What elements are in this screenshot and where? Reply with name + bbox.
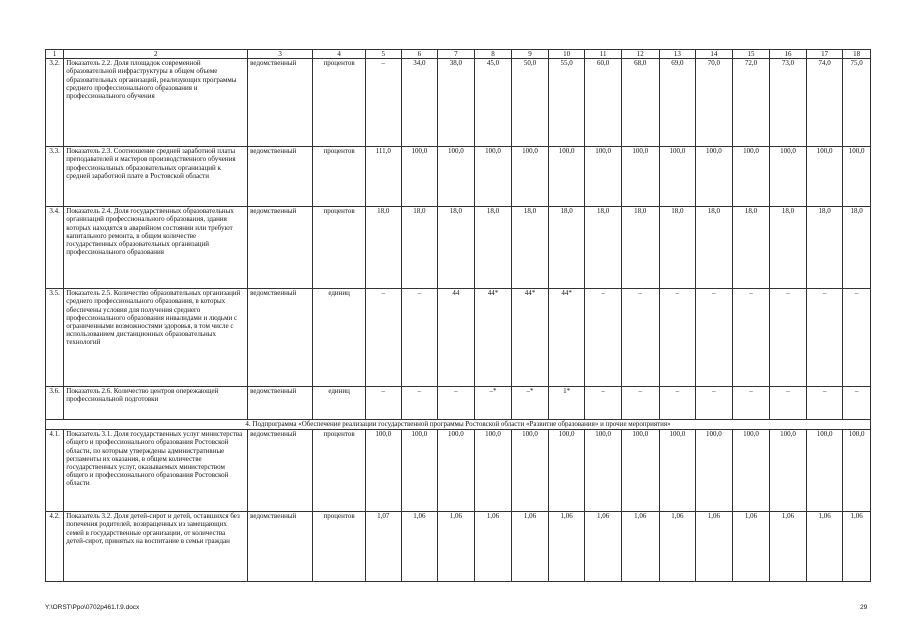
indicator-value: 18,0 bbox=[732, 207, 770, 289]
indicator-value: 18,0 bbox=[366, 207, 402, 289]
indicator-value: – bbox=[659, 289, 696, 387]
indicator-value: – bbox=[843, 289, 871, 387]
footer-page-number: 29 bbox=[860, 604, 868, 611]
indicator-value: 18,0 bbox=[843, 207, 871, 289]
indicator-value: 44* bbox=[548, 289, 585, 387]
indicator-unit: процентов bbox=[313, 512, 366, 582]
column-number-cell: 16 bbox=[770, 50, 807, 59]
indicator-value: 34,0 bbox=[401, 59, 438, 147]
column-number-cell: 14 bbox=[696, 50, 733, 59]
indicator-value: – bbox=[585, 387, 622, 420]
indicator-unit: процентов bbox=[313, 147, 366, 207]
column-number-cell: 3 bbox=[248, 50, 313, 59]
indicator-value: 1,06 bbox=[732, 512, 770, 582]
indicator-value: 100,0 bbox=[512, 430, 549, 512]
indicator-value: 100,0 bbox=[806, 147, 843, 207]
indicator-value: 44* bbox=[474, 289, 512, 387]
indicator-value: 100,0 bbox=[770, 147, 807, 207]
indicator-value: 100,0 bbox=[548, 147, 585, 207]
indicator-value: – bbox=[696, 387, 733, 420]
indicator-name: Показатель 2.2. Доля площадок современной образовательной инфраструктуры в общем объеме образовательных организаций, реализующих программы среднего профессионального образования и профессионального обучения bbox=[64, 59, 248, 147]
indicator-value: 111,0 bbox=[366, 147, 402, 207]
column-number-row bbox=[46, 50, 871, 59]
column-number-cell: 4 bbox=[313, 50, 366, 59]
indicator-value: –* bbox=[512, 387, 549, 420]
indicator-value: – bbox=[366, 289, 402, 387]
indicator-row bbox=[46, 387, 871, 420]
indicator-value: 44 bbox=[438, 289, 475, 387]
indicator-type: ведомственный bbox=[248, 289, 313, 387]
indicator-value: 18,0 bbox=[621, 207, 659, 289]
indicator-row bbox=[46, 289, 871, 387]
indicator-value: 100,0 bbox=[732, 147, 770, 207]
indicator-value: 70,0 bbox=[696, 59, 733, 147]
indicator-value: 100,0 bbox=[843, 147, 871, 207]
indicator-value: 100,0 bbox=[659, 430, 696, 512]
indicator-value: 18,0 bbox=[585, 207, 622, 289]
indicator-value: 1* bbox=[548, 387, 585, 420]
footer-file-path: Y:\ORST\Ppo\0702p461.f.9.docx bbox=[45, 604, 140, 611]
indicator-value: – bbox=[843, 387, 871, 420]
indicator-value: 100,0 bbox=[585, 430, 622, 512]
indicator-value: – bbox=[696, 289, 733, 387]
indicator-value: 1,06 bbox=[843, 512, 871, 582]
indicator-row bbox=[46, 512, 871, 582]
indicator-value: 1,06 bbox=[512, 512, 549, 582]
indicator-value: – bbox=[806, 387, 843, 420]
indicator-value: – bbox=[621, 289, 659, 387]
indicator-value: 100,0 bbox=[474, 430, 512, 512]
column-number-cell: 12 bbox=[621, 50, 659, 59]
indicator-value: 100,0 bbox=[438, 147, 475, 207]
indicator-value: – bbox=[621, 387, 659, 420]
indicator-unit: процентов bbox=[313, 430, 366, 512]
row-number: 4.2. bbox=[46, 512, 64, 582]
indicator-type: ведомственный bbox=[248, 147, 313, 207]
indicator-value: 18,0 bbox=[696, 207, 733, 289]
indicator-value: 100,0 bbox=[621, 430, 659, 512]
indicator-value: 1,06 bbox=[401, 512, 438, 582]
indicator-value: 45,0 bbox=[474, 59, 512, 147]
indicator-name: Показатель 2.4. Доля государственных образовательных организаций профессионального образования, здания которых находятся в аварийном состоянии или требуют капитального ремонта, в общем количестве государственных образовательных организаций профессионального образования bbox=[64, 207, 248, 289]
indicator-unit: единиц bbox=[313, 387, 366, 420]
indicator-value: – bbox=[585, 289, 622, 387]
indicator-value: – bbox=[732, 387, 770, 420]
indicator-value: – bbox=[401, 387, 438, 420]
indicator-value: 18,0 bbox=[770, 207, 807, 289]
indicator-value: 100,0 bbox=[474, 147, 512, 207]
indicator-value: 50,0 bbox=[512, 59, 549, 147]
indicator-unit: процентов bbox=[313, 207, 366, 289]
column-number-cell: 17 bbox=[806, 50, 843, 59]
column-number-cell: 13 bbox=[659, 50, 696, 59]
indicator-value: 100,0 bbox=[696, 430, 733, 512]
indicator-value: – bbox=[401, 289, 438, 387]
indicator-value: 100,0 bbox=[659, 147, 696, 207]
indicator-value: 1,06 bbox=[770, 512, 807, 582]
indicator-row bbox=[46, 430, 871, 512]
row-number: 3.2. bbox=[46, 59, 64, 147]
column-number-cell: 7 bbox=[438, 50, 475, 59]
indicator-value: – bbox=[806, 289, 843, 387]
indicator-unit: процентов bbox=[313, 59, 366, 147]
indicator-value: 75,0 bbox=[843, 59, 871, 147]
column-number-cell: 6 bbox=[401, 50, 438, 59]
indicator-value: – bbox=[366, 59, 402, 147]
indicator-type: ведомственный bbox=[248, 512, 313, 582]
column-number-cell: 5 bbox=[366, 50, 402, 59]
indicator-value: 100,0 bbox=[438, 430, 475, 512]
indicator-value: 100,0 bbox=[696, 147, 733, 207]
indicator-value: 74,0 bbox=[806, 59, 843, 147]
section-title: 4. Подпрограмма «Обеспечение реализации государственной программы Ростовской области «Развитие образования» и прочие мероприятия» bbox=[46, 420, 871, 430]
row-number: 3.3. bbox=[46, 147, 64, 207]
indicator-value: – bbox=[438, 387, 475, 420]
indicator-value: 38,0 bbox=[438, 59, 475, 147]
indicator-value: 68,0 bbox=[621, 59, 659, 147]
section-row bbox=[46, 420, 871, 430]
indicator-type: ведомственный bbox=[248, 207, 313, 289]
indicator-value: – bbox=[659, 387, 696, 420]
indicator-row bbox=[46, 147, 871, 207]
indicator-value: 100,0 bbox=[401, 147, 438, 207]
indicator-value: 1,06 bbox=[438, 512, 475, 582]
indicator-value: 18,0 bbox=[438, 207, 475, 289]
indicator-value: 100,0 bbox=[770, 430, 807, 512]
indicator-value: 18,0 bbox=[474, 207, 512, 289]
indicator-name: Показатель 2.5. Количество образовательных организаций среднего профессионального образования, в которых обеспечены условия для получения среднего профессионального образования инвалидами и людьми с ограниченными возможностями здоровья, в том числе с использованием дистанционных образовательных технологий bbox=[64, 289, 248, 387]
indicator-unit: единиц bbox=[313, 289, 366, 387]
indicator-value: 1,06 bbox=[585, 512, 622, 582]
column-number-cell: 15 bbox=[732, 50, 770, 59]
indicator-type: ведомственный bbox=[248, 430, 313, 512]
indicator-value: 18,0 bbox=[806, 207, 843, 289]
indicator-value: – bbox=[732, 289, 770, 387]
document-page bbox=[45, 49, 871, 582]
column-number-cell: 10 bbox=[548, 50, 585, 59]
column-number-cell: 1 bbox=[46, 50, 64, 59]
column-number-cell: 11 bbox=[585, 50, 622, 59]
row-number: 3.5. bbox=[46, 289, 64, 387]
column-number-cell: 9 bbox=[512, 50, 549, 59]
indicator-value: 1,06 bbox=[696, 512, 733, 582]
indicator-value: 1,06 bbox=[621, 512, 659, 582]
indicator-name: Показатель 3.2. Доля детей-сирот и детей, оставшихся без попечения родителей, возвращенных из замещающих семей в государственные организации, от количества детей-сирот, принятых на воспитание в семьи граждан bbox=[64, 512, 248, 582]
indicator-value: 1,06 bbox=[548, 512, 585, 582]
indicator-value: 100,0 bbox=[548, 430, 585, 512]
indicator-value: –* bbox=[474, 387, 512, 420]
column-number-cell: 2 bbox=[64, 50, 248, 59]
indicator-value: – bbox=[366, 387, 402, 420]
indicator-value: 18,0 bbox=[401, 207, 438, 289]
indicator-value: 1,07 bbox=[366, 512, 402, 582]
row-number: 3.6. bbox=[46, 387, 64, 420]
indicator-type: ведомственный bbox=[248, 59, 313, 147]
indicator-row bbox=[46, 59, 871, 147]
indicator-row bbox=[46, 207, 871, 289]
indicator-value: 55,0 bbox=[548, 59, 585, 147]
indicator-value: – bbox=[770, 387, 807, 420]
indicator-value: 1,06 bbox=[474, 512, 512, 582]
indicators-table bbox=[45, 49, 871, 582]
indicator-value: 18,0 bbox=[512, 207, 549, 289]
row-number: 3.4. bbox=[46, 207, 64, 289]
indicator-value: 1,06 bbox=[659, 512, 696, 582]
indicator-value: 18,0 bbox=[548, 207, 585, 289]
indicator-value: 100,0 bbox=[401, 430, 438, 512]
indicator-value: 72,0 bbox=[732, 59, 770, 147]
indicator-value: 44* bbox=[512, 289, 549, 387]
column-number-cell: 18 bbox=[843, 50, 871, 59]
indicator-value: 100,0 bbox=[843, 430, 871, 512]
indicator-value: 18,0 bbox=[659, 207, 696, 289]
indicator-value: 100,0 bbox=[621, 147, 659, 207]
indicator-name: Показатель 3.1. Доля государственных услуг министерства общего и профессионального образования Ростовской области, по которым утверждены административные регламенты их оказания, в общем количестве государственных услуг, оказываемых министерством общего и профессионального образования Ростовской области bbox=[64, 430, 248, 512]
indicator-value: 100,0 bbox=[806, 430, 843, 512]
indicator-value: – bbox=[770, 289, 807, 387]
indicator-value: 1,06 bbox=[806, 512, 843, 582]
column-number-cell: 8 bbox=[474, 50, 512, 59]
indicator-name: Показатель 2.6. Количество центров опережающей профессиональной подготовки bbox=[64, 387, 248, 420]
indicator-value: 60,0 bbox=[585, 59, 622, 147]
indicator-type: ведомственный bbox=[248, 387, 313, 420]
indicator-value: 100,0 bbox=[512, 147, 549, 207]
indicator-value: 100,0 bbox=[732, 430, 770, 512]
indicator-value: 100,0 bbox=[366, 430, 402, 512]
indicator-value: 69,0 bbox=[659, 59, 696, 147]
indicator-value: 73,0 bbox=[770, 59, 807, 147]
row-number: 4.1. bbox=[46, 430, 64, 512]
indicator-name: Показатель 2.3. Соотношение средней заработной платы преподавателей и мастеров производственного обучения профессиональных образовательных организаций к средней заработной плате в Ростовской области bbox=[64, 147, 248, 207]
indicator-value: 100,0 bbox=[585, 147, 622, 207]
